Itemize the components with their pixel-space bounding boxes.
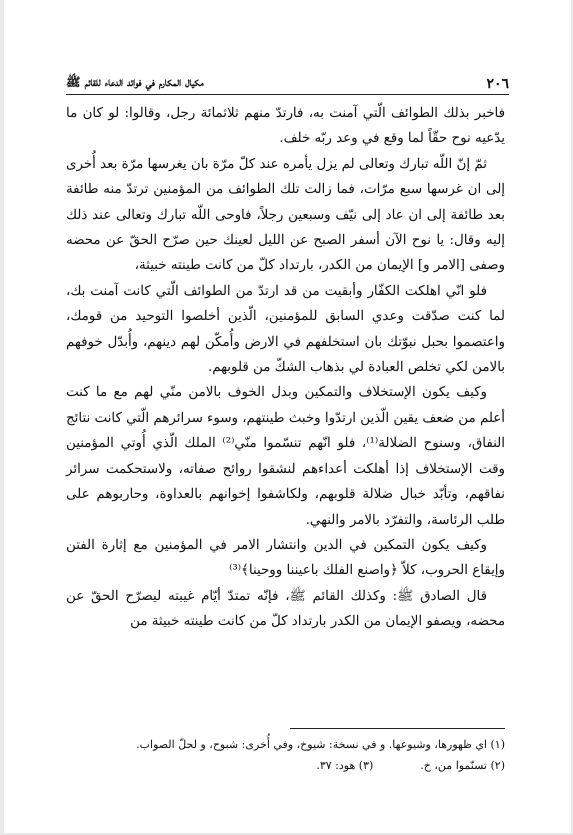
paragraph-5: وكيف يكون التمكين في الدين وانتشار الامر في المؤمنين مع إثارة الفتن وإيقاع الحروب، كلاّ ﴿واصنع الفلك باعيننا ووحينا﴾⁽³⁾: [66, 537, 505, 579]
footnote-row: [66, 755, 505, 776]
page-number: ٢٠٦: [486, 76, 509, 92]
paragraph-1: فاخبر بذلك الطوائف الّتي آمنت به، فارتدّ منهم ثلاثمائة رجل، وقالوا: لو كان ما يدّعيه نوح حقّاً لما وقع في وعد ربّه خلف.: [66, 106, 505, 147]
footnote-2: (٢) تسنّموا من، خ.: [420, 759, 505, 772]
footnote-separator: [290, 728, 505, 729]
paragraph-3: فلو انّي اهلكت الكفّار وأبقيت من قد ارتدّ من الطوائف الّتي كانت آمنت بك، لما كنت صدّقت وعدي السابق للمؤمنين، الّذين أخلصوا التوحيد من قومك، واعتصموا بحبل نبوّتك بان استخلفهم في الارض وأُمكّن لهم دينهم، وأُبدّل خوفهم بالامن لكي تخلص العبادة لي بذهاب الشكّ من قلوبهم.: [66, 283, 505, 376]
footnote-3: (٣) هود: ٣٧.: [316, 759, 374, 772]
footnotes: [66, 734, 505, 776]
paragraph-4: وكيف يكون الإستخلاف والتمكين وبدل الخوف بالامن منّي لهم مع ما كنت أعلم من ضعف يقين الّذين ارتدّوا وخبث طينتهم، وسوء سرائرهم الّتي كانت نتائج النفاق، وسنوح الضلالة⁽¹⁾، فلو انّهم تنسّموا منّي⁽²⁾ الملك الّذي أُوتي المؤمنين وقت الإستخلاف إذا أهلكت أعداءهم لنشقوا روائح صفاته، ولاستحكمت سرائر نفاقهم، وتأبّد خبال ضلالة قلوبهم، ولكاشفوا إخوانهم بالعداوة، وحاربوهم على طلب الرئاسة، والتفرّد بالامر والنهي.: [66, 385, 505, 528]
paragraph-2: ثمّ إنّ اللّه تبارك وتعالى لم يزل يأمره عند كلّ مرّة بان يغرسها مرّة بعد أُخرى إلى ان غرسها سبع مرّات، فما زالت تلك الطوائف من المؤمنين ترتدّ منه طائفة بعد طائفة إلى ان عاد إلى نيّف وسبعين رجلاً، فاوحى اللّه تبارك وتعالى عند ذلك إليه وقال: يا نوح الآن أسفر الصبح عن الليل لعينك حين صرّح الحقّ عن محضه وصفى [الامر و] الإيمان من الكدر، بارتداد كلّ من كانت طينته خبيثة،: [66, 156, 505, 274]
book-page: [4, 0, 571, 833]
page-header: [66, 66, 509, 95]
page-body: [66, 101, 505, 635]
paragraph-6: قال الصادق ﷺ: وكذلك القائم ﷺ، فإنّه تمتدّ أيّام غيبته ليصرّح الحقّ عن محضه، ويصفو الإيمان من الكدر بارتداد كلّ من كانت طينته خبيثة من: [66, 588, 505, 630]
footnote-1: (١) اي ظهورها، وشيوعها. و في نسخة: شيوخ، وفي أُخرى: شبوح، و لحلّ الصواب.: [136, 738, 505, 751]
running-title: مكيال المكارم في فوائد الدعاء للقائم ﷺ: [66, 75, 204, 89]
